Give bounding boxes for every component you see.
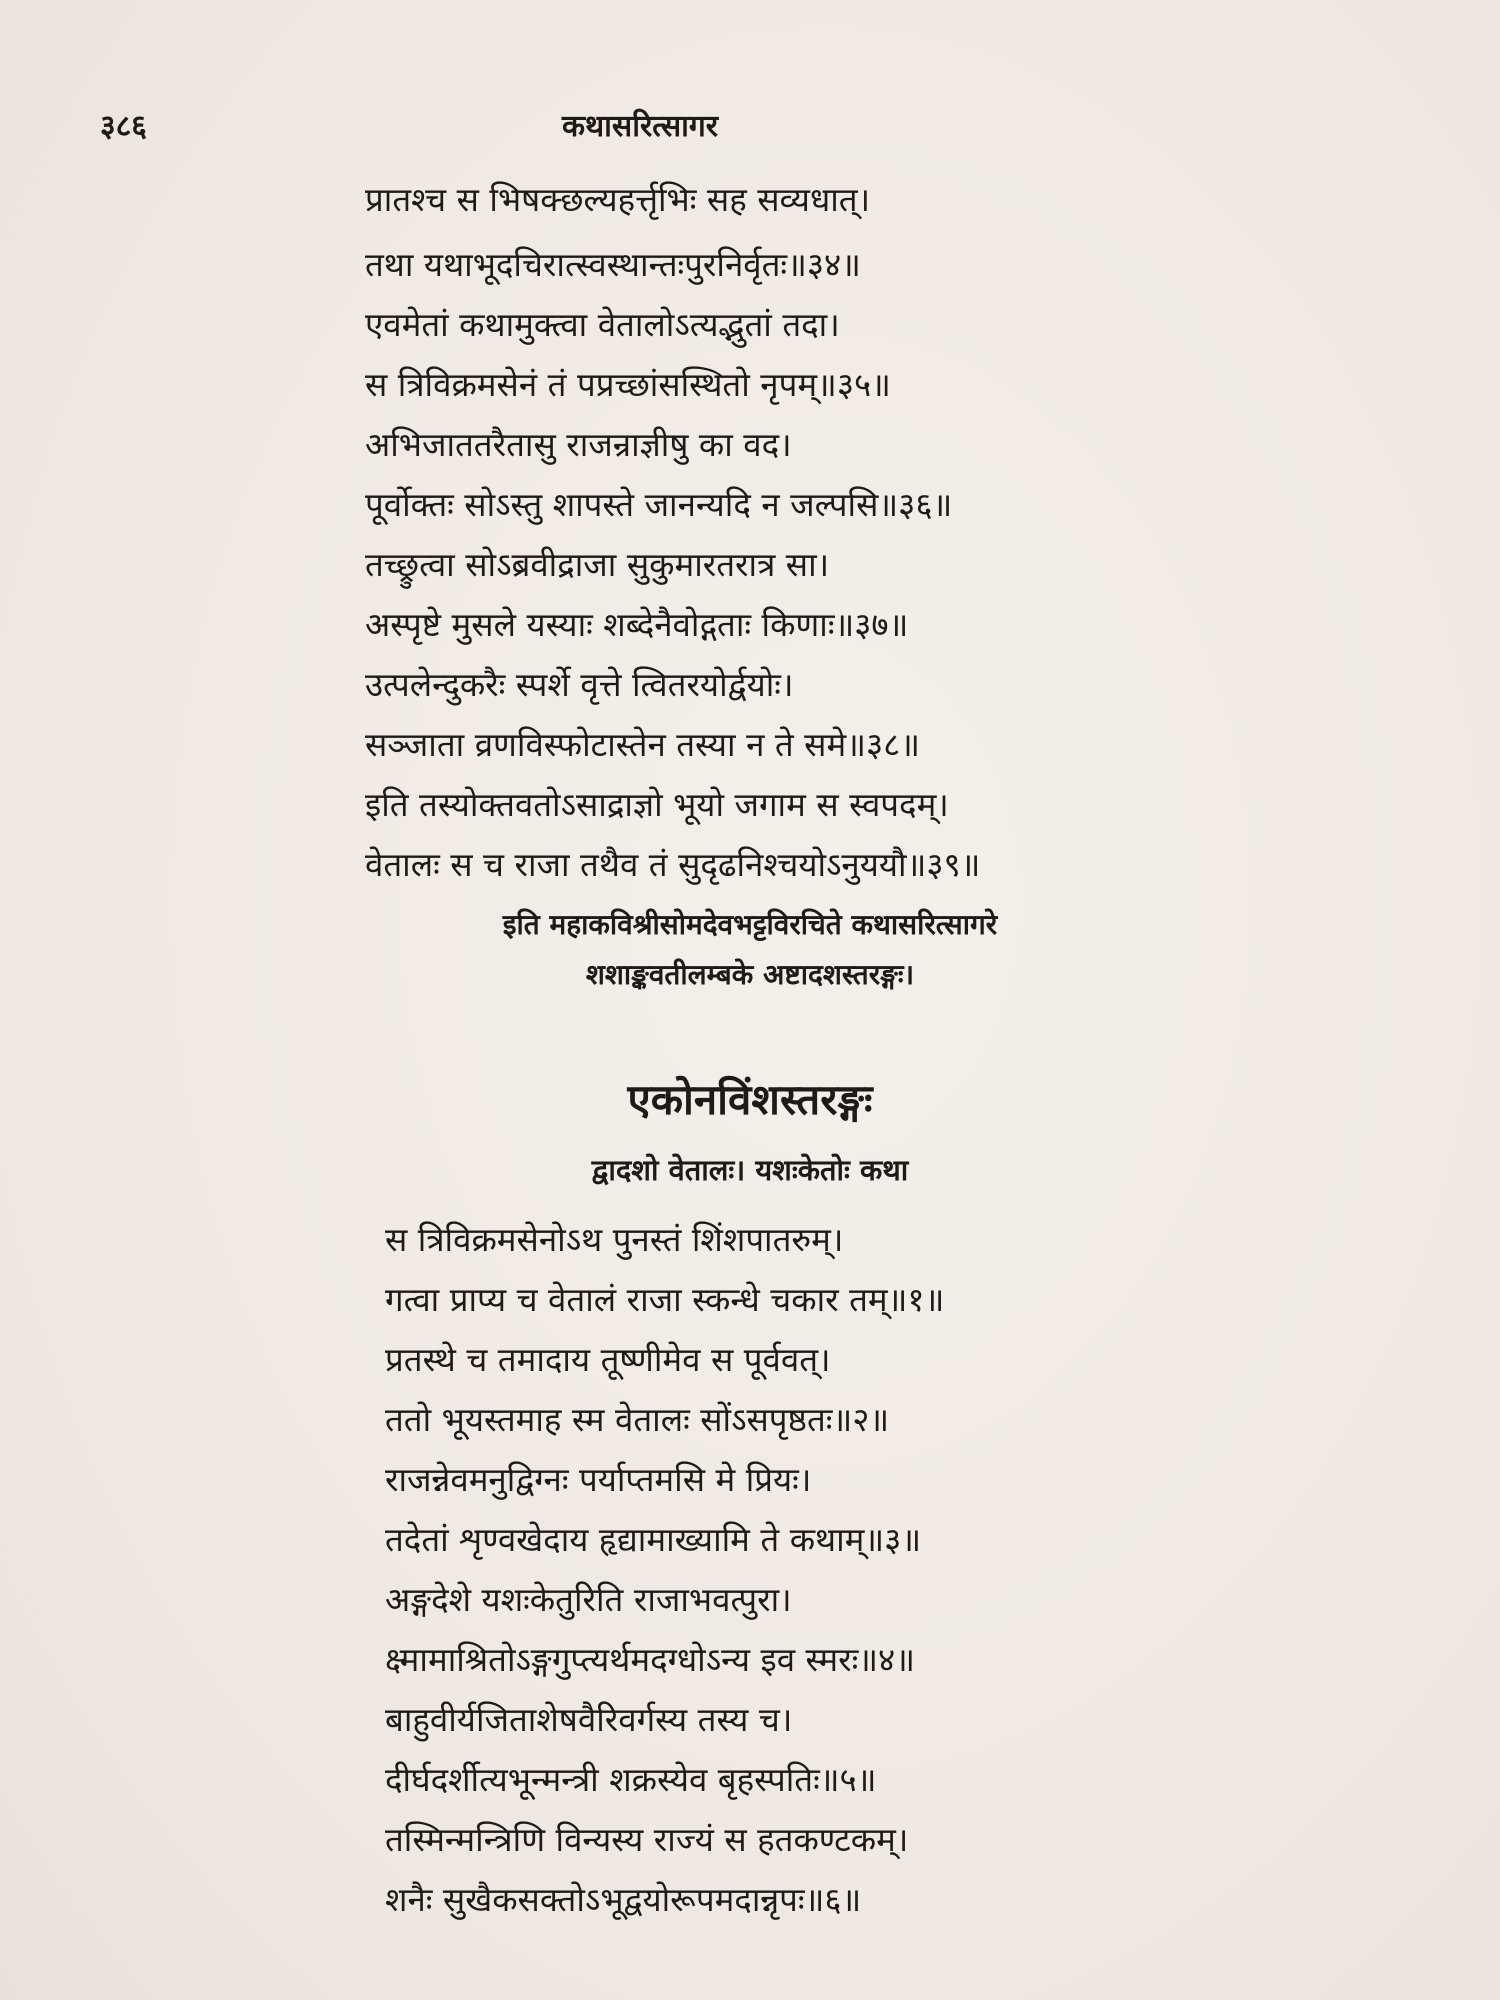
- verse-line: प्रातश्च स भिषक्छल्यहर्त्तृभिः सह सव्यधात्।: [365, 180, 871, 219]
- verse-line: ततो भूयस्तमाह स्म वेतालः सोंऽसपृष्ठतः॥२॥: [385, 1400, 890, 1439]
- verse-line: उत्पलेन्दुकरैः स्पर्शे वृत्ते त्वितरयोर्द्वयोः।: [365, 665, 794, 704]
- verse-line: वेतालः स च राजा तथैव तं सुदृढनिश्चयोऽनुययौ॥३९॥: [365, 845, 981, 884]
- verse-line: तच्छ्रुत्वा सोऽब्रवीद्राजा सुकुमारतरात्र सा।: [365, 545, 830, 584]
- verse-line: अङ्गदेशे यशःकेतुरिति राजाभवत्पुरा।: [385, 1580, 792, 1619]
- verse-line: एवमेतां कथामुक्त्वा वेतालोऽत्यद्भुतां तदा।: [365, 305, 840, 344]
- running-title: कथासरित्सागर: [561, 109, 719, 144]
- verse-line: स त्रिविक्रमसेनोऽथ पुनस्तं शिंशपातरुम्।: [385, 1220, 844, 1259]
- verse-line: बाहुवीर्यजिताशेषवैरिवर्गस्य तस्य च।: [385, 1700, 793, 1739]
- colophon-line-1: इति महाकविश्रीसोमदेवभट्टविरचिते कथासरित्सागरे: [502, 908, 998, 941]
- verse-line: स त्रिविक्रमसेनं तं पप्रच्छांसस्थितो नृपम्॥३५॥: [365, 365, 891, 404]
- verse-line: तदेतां शृण्वखेदाय हृद्यामाख्यामि ते कथाम्॥३॥: [385, 1520, 922, 1559]
- chapter-title: एकोनविंशस्तरङ्गः: [627, 1075, 873, 1124]
- verse-line: राजन्नेवमनुद्विग्नः पर्याप्तमसि मे प्रियः।: [385, 1460, 812, 1499]
- verse-line: अस्पृष्टे मुसले यस्याः शब्देनैवोद्गताः किणाः॥३७॥: [365, 605, 909, 644]
- verse-line: क्ष्मामाश्रितोऽङ्गगुप्त्यर्थमदग्धोऽन्य इव स्मरः॥४॥: [385, 1640, 915, 1679]
- page-header: [100, 104, 1400, 144]
- page-number: ३८६: [100, 109, 147, 144]
- verse-line: प्रतस्थे च तमादाय तूष्णीमेव स पूर्ववत्।: [385, 1340, 831, 1379]
- verse-line: इति तस्योक्तवतोऽसाद्राज्ञो भूयो जगाम स स्वपदम्।: [365, 785, 949, 824]
- colophon-line-2: शशाङ्कवतीलम्बके अष्टादशस्तरङ्गः।: [585, 958, 915, 991]
- verse-line: तथा यथाभूदचिरात्स्वस्थान्तःपुरनिर्वृतः॥३४॥: [365, 245, 861, 284]
- section-title: द्वादशो वेतालः। यशःकेतोः कथा: [591, 1153, 909, 1187]
- verse-line: गत्वा प्राप्य च वेतालं राजा स्कन्धे चकार तम्॥१॥: [385, 1280, 945, 1319]
- verse-line: दीर्घदर्शीत्यभून्मन्त्री शक्रस्येव बृहस्पतिः॥५॥: [385, 1760, 877, 1799]
- verse-line: पूर्वोक्तः सोऽस्तु शापस्ते जानन्यदि न जल्पसि॥३६॥: [365, 485, 953, 524]
- verse-line: तस्मिन्मन्त्रिणि विन्यस्य राज्यं स हतकण्टकम्।: [385, 1820, 909, 1859]
- verse-line: अभिजाततरैतासु राजन्राज्ञीषु का वद।: [365, 425, 792, 464]
- verse-line: शनैः सुखैकसक्तोऽभूद्वयोरूपमदान्नृपः॥६॥: [385, 1880, 862, 1919]
- verse-line: सञ्जाता व्रणविस्फोटास्तेन तस्या न ते समे॥३८॥: [365, 725, 921, 764]
